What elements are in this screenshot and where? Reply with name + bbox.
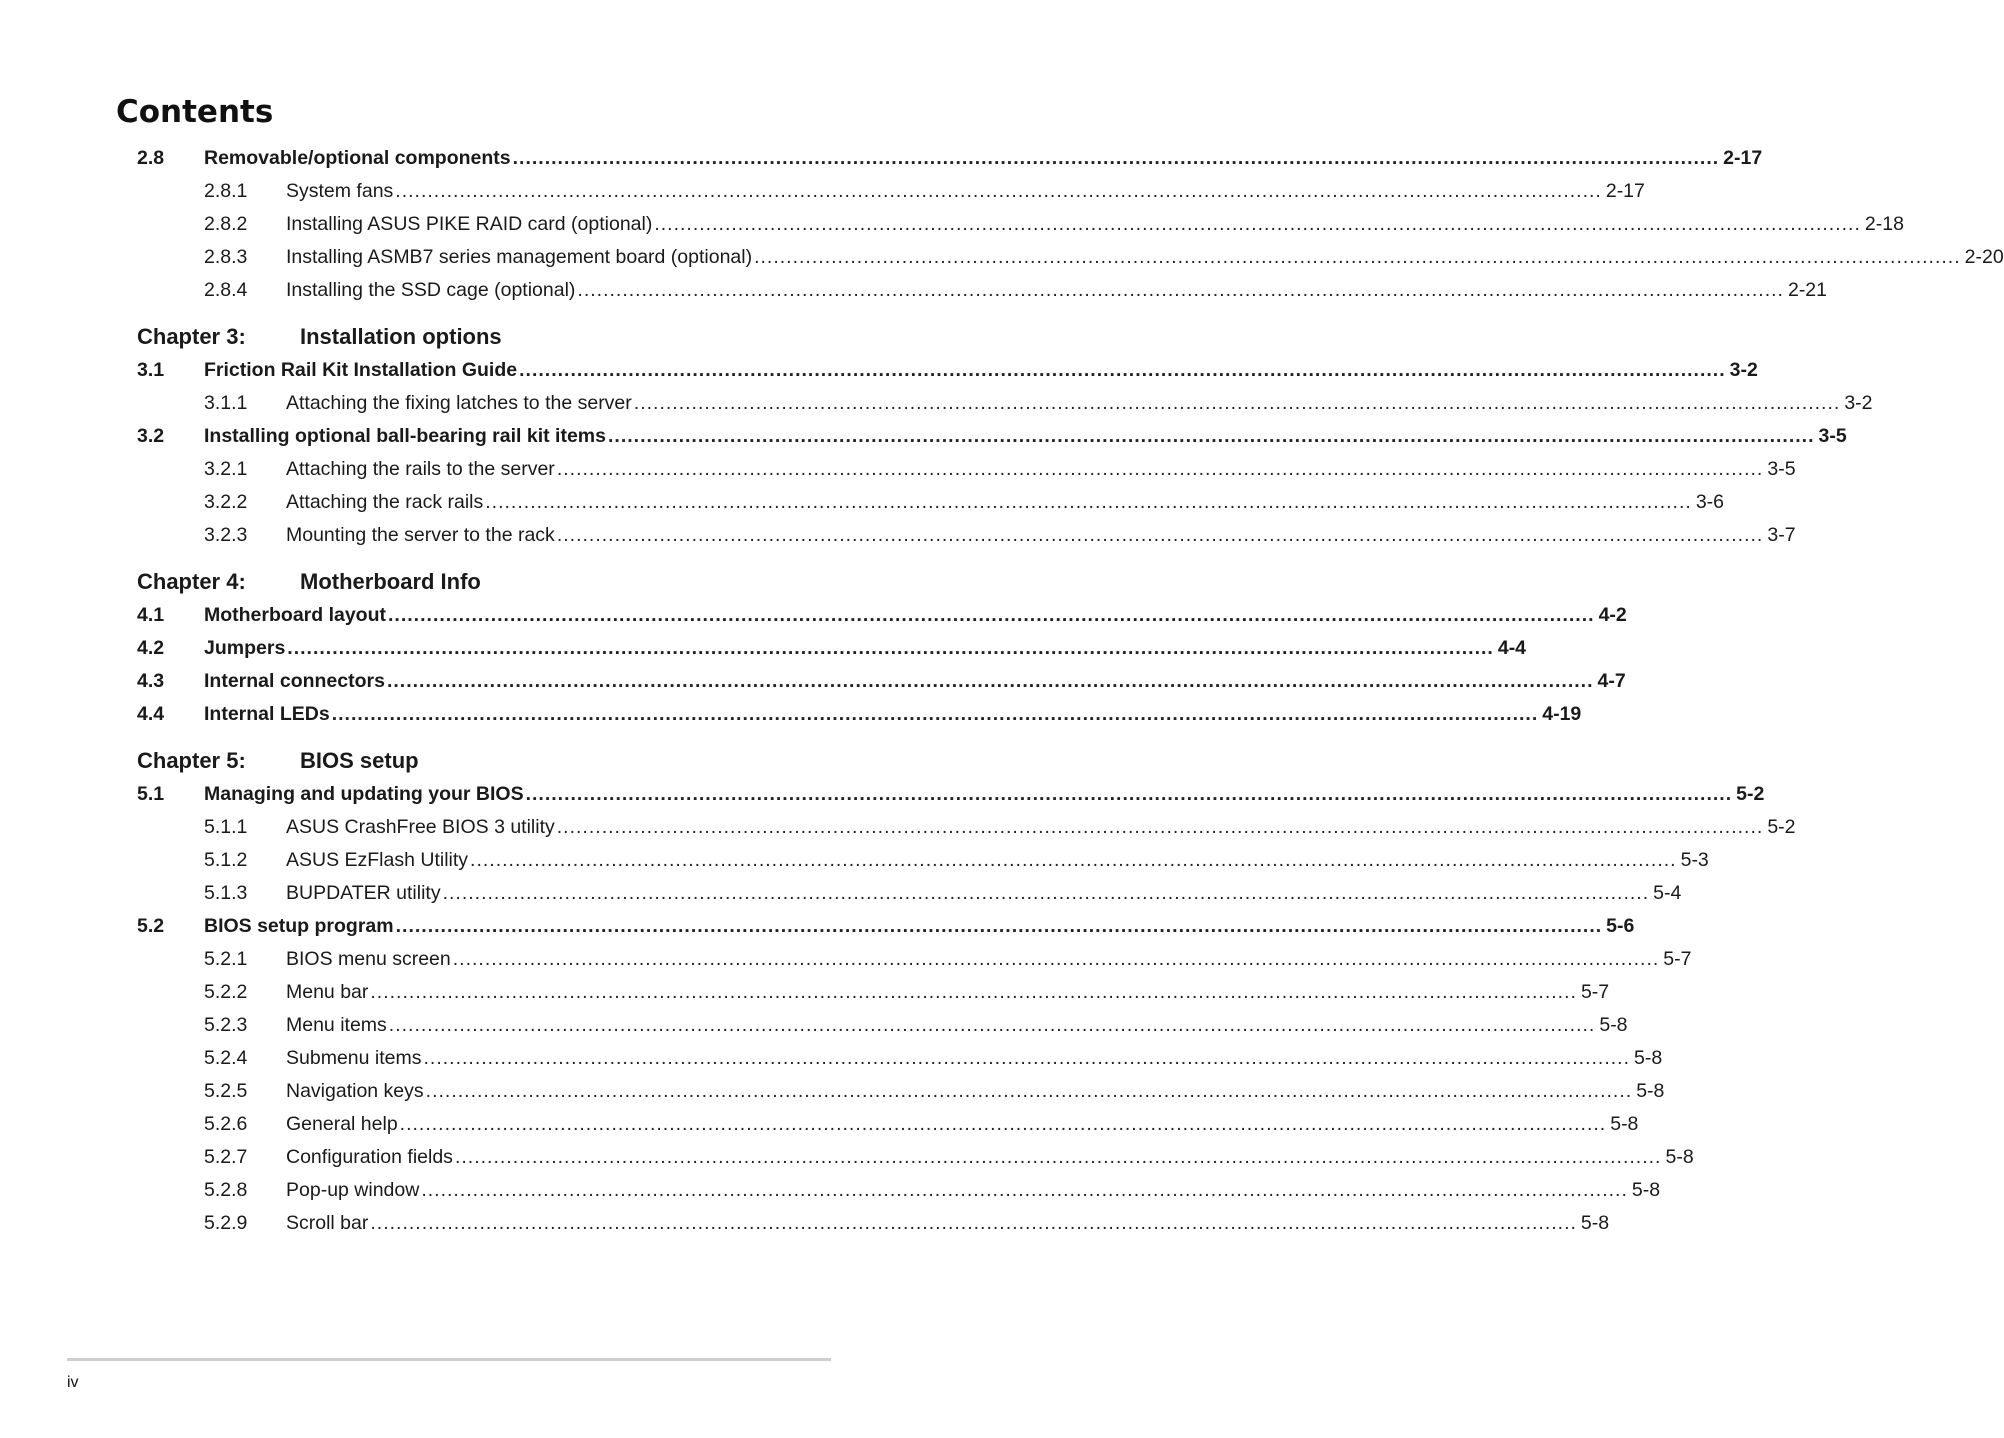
- dot-leader: [557, 519, 1764, 552]
- entry-page-number: 2-21: [1787, 279, 1827, 301]
- entry-page-number: 4-2: [1598, 604, 1627, 626]
- entry-number: 5.2: [137, 915, 165, 937]
- entry-page-number: 5-2: [1736, 783, 1765, 805]
- chapter-title: Installation options: [300, 324, 502, 349]
- entry-title: BUPDATER utility: [286, 882, 441, 904]
- entry-page-number: 5-8: [1610, 1113, 1639, 1135]
- chapter-number: Chapter 5:: [137, 748, 246, 773]
- entry-title: System fans: [286, 180, 394, 202]
- entry-page-number: 5-3: [1680, 849, 1709, 871]
- toc-subsection-entry[interactable]: [137, 811, 1796, 844]
- dot-leader: [388, 599, 1595, 632]
- dot-leader: [577, 274, 1784, 307]
- page-number: iv: [67, 1374, 79, 1391]
- entry-number: 3.2.1: [204, 458, 248, 480]
- entry-page-number: 5-4: [1653, 882, 1682, 904]
- entry-number: 5.1: [137, 783, 165, 805]
- entry-number: 5.2.7: [204, 1146, 248, 1168]
- dot-leader: [395, 175, 1602, 208]
- entry-title: Attaching the rack rails: [286, 491, 484, 513]
- toc-subsection-entry[interactable]: [137, 943, 1692, 976]
- entry-number: 3.2: [137, 425, 165, 447]
- entry-page-number: 4-4: [1497, 637, 1527, 659]
- dot-leader: [526, 778, 1733, 811]
- toc-subsection-entry[interactable]: [137, 241, 2004, 274]
- entry-title: BIOS menu screen: [286, 948, 451, 970]
- dot-leader: [453, 943, 1660, 976]
- dot-leader: [557, 453, 1764, 486]
- dot-leader: [754, 241, 1961, 274]
- toc-subsection-entry[interactable]: [137, 1108, 1639, 1141]
- entry-number: 4.3: [137, 670, 165, 692]
- entry-number: 5.2.5: [204, 1080, 248, 1102]
- dot-leader: [400, 1108, 1607, 1141]
- entry-number: 2.8.4: [204, 279, 248, 301]
- entry-number: 5.1.1: [204, 816, 248, 838]
- entry-page-number: 2-20: [1964, 246, 2004, 268]
- entry-title: ASUS CrashFree BIOS 3 utility: [286, 816, 555, 838]
- chapter-number: Chapter 4:: [137, 569, 246, 594]
- entry-title: Submenu items: [286, 1047, 422, 1069]
- entry-page-number: 5-8: [1580, 1212, 1610, 1234]
- entry-number: 5.2.2: [204, 981, 248, 1003]
- entry-number: 5.2.4: [204, 1047, 248, 1069]
- dot-leader: [332, 698, 1539, 731]
- entry-page-number: 3-5: [1818, 425, 1847, 447]
- toc-subsection-entry[interactable]: [137, 274, 1827, 307]
- toc-subsection-entry[interactable]: [137, 976, 1610, 1009]
- toc-subsection-entry[interactable]: [137, 1207, 1610, 1240]
- entry-page-number: 5-7: [1580, 981, 1610, 1003]
- entry-title: Menu bar: [286, 981, 369, 1003]
- entry-page-number: 3-2: [1729, 359, 1758, 381]
- entry-number: 5.2.1: [204, 948, 248, 970]
- entry-page-number: 5-7: [1663, 948, 1692, 970]
- toc-subsection-entry[interactable]: [137, 1075, 1665, 1108]
- entry-page-number: 5-8: [1599, 1014, 1628, 1036]
- toc-section-entry[interactable]: [137, 632, 1527, 665]
- toc-chapter-heading: [137, 552, 797, 599]
- entry-page-number: 3-6: [1695, 491, 1724, 513]
- entry-number: 4.1: [137, 604, 165, 626]
- dot-leader: [426, 1075, 1633, 1108]
- toc-section-entry[interactable]: [137, 354, 1758, 387]
- entry-page-number: 2-17: [1723, 147, 1763, 169]
- entry-title: Jumpers: [204, 637, 286, 659]
- toc-subsection-entry[interactable]: [137, 1009, 1628, 1042]
- toc-section-entry[interactable]: [137, 420, 1847, 453]
- entry-title: Friction Rail Kit Installation Guide: [204, 359, 518, 381]
- entry-page-number: 5-8: [1636, 1080, 1665, 1102]
- entry-title: Pop-up window: [286, 1179, 420, 1201]
- entry-title: Mounting the server to the rack: [286, 524, 555, 546]
- toc-subsection-entry[interactable]: [137, 1141, 1694, 1174]
- entry-page-number: 3-5: [1767, 458, 1796, 480]
- toc-subsection-entry[interactable]: [137, 486, 1724, 519]
- entry-number: 5.1.2: [204, 849, 248, 871]
- page-title: Contents: [116, 94, 274, 130]
- entry-number: 5.2.9: [204, 1212, 248, 1234]
- entry-page-number: 5-6: [1606, 915, 1635, 937]
- dot-leader: [455, 1141, 1662, 1174]
- entry-title: General help: [286, 1113, 398, 1135]
- toc-subsection-entry[interactable]: [137, 877, 1682, 910]
- dot-leader: [370, 976, 1577, 1009]
- entry-title: Internal connectors: [204, 670, 385, 692]
- entry-number: 3.1: [137, 359, 165, 381]
- entry-page-number: 2-18: [1864, 213, 1904, 235]
- entry-number: 4.4: [137, 703, 165, 725]
- dot-leader: [396, 910, 1603, 943]
- dot-leader: [519, 354, 1726, 387]
- chapter-number: Chapter 3:: [137, 324, 246, 349]
- entry-title: Navigation keys: [286, 1080, 424, 1102]
- entry-page-number: 5-8: [1634, 1047, 1663, 1069]
- dot-leader: [654, 208, 1861, 241]
- entry-title: Installing the SSD cage (optional): [286, 279, 576, 301]
- toc-chapter-heading: [137, 307, 797, 354]
- toc-subsection-entry[interactable]: [137, 208, 1904, 241]
- entry-number: 3.2.2: [204, 491, 248, 513]
- entry-number: 5.2.3: [204, 1014, 248, 1036]
- entry-page-number: 3-7: [1767, 524, 1796, 546]
- entry-page-number: 3-2: [1844, 392, 1873, 414]
- entry-number: 2.8.1: [204, 180, 248, 202]
- entry-number: 4.2: [137, 637, 165, 659]
- entry-title: Attaching the rails to the server: [286, 458, 555, 480]
- toc-chapter-heading: [137, 731, 797, 778]
- dot-leader: [389, 1009, 1596, 1042]
- entry-title: ASUS EzFlash Utility: [286, 849, 469, 871]
- dot-leader: [557, 811, 1764, 844]
- entry-page-number: 5-8: [1665, 1146, 1694, 1168]
- dot-leader: [443, 877, 1650, 910]
- entry-number: 2.8.3: [204, 246, 248, 268]
- entry-title: Installing ASUS PIKE RAID card (optional): [286, 213, 653, 235]
- toc-subsection-entry[interactable]: [137, 1174, 1661, 1207]
- entry-page-number: 4-7: [1597, 670, 1626, 692]
- toc-subsection-entry[interactable]: [137, 453, 1796, 486]
- entry-page-number: 2-17: [1605, 180, 1645, 202]
- dot-leader: [608, 420, 1815, 453]
- chapter-title: BIOS setup: [300, 748, 419, 773]
- entry-title: Motherboard layout: [204, 604, 387, 626]
- dot-leader: [387, 665, 1594, 698]
- entry-number: 5.2.6: [204, 1113, 248, 1135]
- footer-divider: [67, 1358, 831, 1361]
- entry-number: 5.1.3: [204, 882, 248, 904]
- toc-section-entry[interactable]: [137, 910, 1635, 943]
- dot-leader: [370, 1207, 1577, 1240]
- dot-leader: [421, 1174, 1628, 1207]
- toc-subsection-entry[interactable]: [137, 175, 1645, 208]
- dot-leader: [485, 486, 1692, 519]
- entry-title: Configuration fields: [286, 1146, 453, 1168]
- entry-title: Attaching the fixing latches to the server: [286, 392, 632, 414]
- entry-title: Scroll bar: [286, 1212, 369, 1234]
- toc-subsection-entry[interactable]: [137, 387, 1873, 420]
- toc-section-entry[interactable]: [137, 142, 1763, 175]
- entry-page-number: 4-19: [1542, 703, 1582, 725]
- toc-section-entry[interactable]: [137, 778, 1765, 811]
- entry-title: Removable/optional components: [204, 147, 511, 169]
- entry-title: Installing optional ball-bearing rail kit items: [204, 425, 606, 447]
- entry-title: BIOS setup program: [204, 915, 394, 937]
- dot-leader: [513, 142, 1720, 175]
- dot-leader: [423, 1042, 1630, 1075]
- toc-section-entry[interactable]: [137, 665, 1626, 698]
- toc-section-entry[interactable]: [137, 599, 1627, 632]
- dot-leader: [470, 844, 1677, 877]
- entry-number: 3.2.3: [204, 524, 248, 546]
- toc-subsection-entry[interactable]: [137, 519, 1796, 552]
- entry-title: Managing and updating your BIOS: [204, 783, 524, 805]
- entry-page-number: 5-2: [1767, 816, 1796, 838]
- entry-title: Internal LEDs: [204, 703, 330, 725]
- toc-subsection-entry[interactable]: [137, 844, 1709, 877]
- dot-leader: [287, 632, 1494, 665]
- entry-page-number: 5-8: [1631, 1179, 1661, 1201]
- entry-title: Menu items: [286, 1014, 387, 1036]
- entry-number: 2.8.2: [204, 213, 248, 235]
- dot-leader: [634, 387, 1841, 420]
- toc-section-entry[interactable]: [137, 698, 1582, 731]
- toc-subsection-entry[interactable]: [137, 1042, 1663, 1075]
- chapter-title: Motherboard Info: [300, 569, 481, 594]
- table-of-contents: [137, 142, 2004, 1240]
- entry-number: 3.1.1: [204, 392, 248, 414]
- entry-number: 5.2.8: [204, 1179, 248, 1201]
- entry-title: Installing ASMB7 series management board (optional): [286, 246, 753, 268]
- entry-number: 2.8: [137, 147, 165, 169]
